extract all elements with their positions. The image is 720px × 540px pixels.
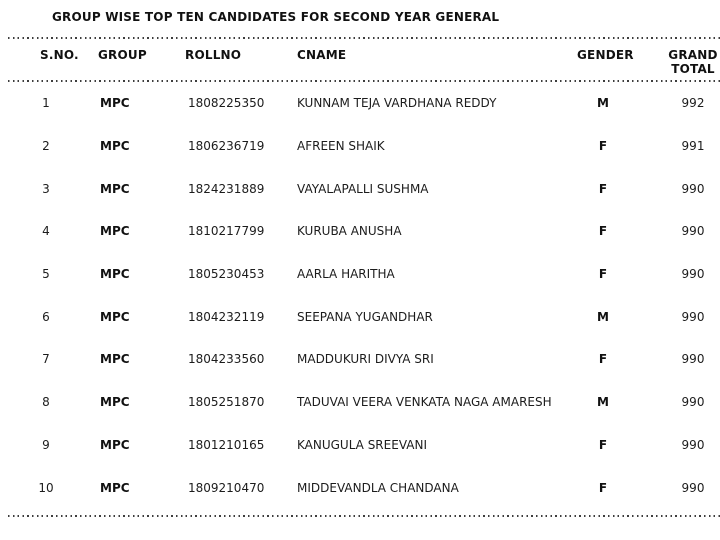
cell-rollno: 1808225350 (188, 96, 265, 111)
cell-cname: MADDUKURI DIVYA SRI (297, 352, 434, 367)
table-row (0, 338, 720, 381)
cell-sno: 9 (42, 437, 50, 452)
cell-cname: KUNNAM TEJA VARDHANA REDDY (297, 96, 497, 111)
cell-grand-total: 992 (681, 96, 705, 111)
cell-sno: 7 (42, 352, 50, 367)
table-row (0, 466, 720, 509)
cell-cname: AFREEN SHAIK (297, 139, 385, 154)
table-body (0, 82, 720, 509)
cell-gender: F (598, 480, 608, 495)
cell-group: MPC (100, 395, 130, 410)
cell-grand-total: 990 (681, 352, 705, 367)
column-header-gender: GENDER (577, 48, 634, 62)
cell-gender: F (598, 224, 608, 239)
dotted-divider-bottom (8, 515, 720, 517)
column-header-cname: CNAME (297, 48, 347, 62)
cell-grand-total: 990 (681, 437, 705, 452)
cell-rollno: 1806236719 (188, 139, 265, 154)
cell-group: MPC (100, 267, 130, 282)
cell-group: MPC (100, 437, 130, 452)
cell-gender: F (598, 139, 608, 154)
cell-rollno: 1809210470 (188, 480, 265, 495)
table-row (0, 295, 720, 338)
cell-rollno: 1801210165 (188, 437, 265, 452)
dotted-divider-top (8, 37, 720, 39)
cell-gender: F (598, 181, 608, 196)
cell-cname: TADUVAI VEERA VENKATA NAGA AMARESH (297, 395, 552, 410)
cell-group: MPC (100, 96, 130, 111)
cell-grand-total: 990 (681, 267, 705, 282)
cell-rollno: 1805230453 (188, 267, 265, 282)
cell-group: MPC (100, 181, 130, 196)
cell-grand-total: 991 (681, 139, 705, 154)
cell-cname: KURUBA ANUSHA (297, 224, 402, 239)
cell-sno: 5 (42, 267, 50, 282)
page-title: GROUP WISE TOP TEN CANDIDATES FOR SECOND YEAR GENERAL (52, 10, 500, 24)
table-row (0, 125, 720, 168)
cell-gender: F (598, 267, 608, 282)
cell-grand-total: 990 (681, 224, 705, 239)
cell-group: MPC (100, 480, 130, 495)
cell-grand-total: 990 (681, 480, 705, 495)
cell-sno: 1 (42, 96, 50, 111)
table-row (0, 167, 720, 210)
cell-rollno: 1805251870 (188, 395, 265, 410)
cell-sno: 8 (42, 395, 50, 410)
cell-cname: KANUGULA SREEVANI (297, 437, 427, 452)
cell-grand-total: 990 (681, 395, 705, 410)
cell-rollno: 1810217799 (188, 224, 265, 239)
cell-sno: 3 (42, 181, 50, 196)
cell-cname: SEEPANA YUGANDHAR (297, 309, 433, 324)
cell-grand-total: 990 (681, 181, 705, 196)
cell-sno: 10 (38, 480, 54, 495)
table-row (0, 82, 720, 125)
grand-total-header-line2: TOTAL (671, 62, 715, 76)
cell-group: MPC (100, 224, 130, 239)
cell-gender: M (597, 96, 609, 111)
cell-gender: M (597, 395, 609, 410)
column-header-sno: S.NO. (40, 48, 79, 62)
table-row (0, 381, 720, 424)
column-header-grand-total (665, 48, 720, 76)
cell-sno: 4 (42, 224, 50, 239)
grand-total-header-line1: GRAND (668, 48, 718, 62)
column-header-group: GROUP (98, 48, 147, 62)
column-header-rollno: ROLLNO (185, 48, 242, 62)
cell-gender: F (598, 352, 608, 367)
cell-gender: M (597, 309, 609, 324)
cell-group: MPC (100, 352, 130, 367)
cell-rollno: 1804233560 (188, 352, 265, 367)
cell-sno: 6 (42, 309, 50, 324)
cell-group: MPC (100, 309, 130, 324)
table-row (0, 210, 720, 253)
cell-gender: F (598, 437, 608, 452)
cell-cname: MIDDEVANDLA CHANDANA (297, 480, 459, 495)
cell-cname: AARLA HARITHA (297, 267, 395, 282)
table-row (0, 424, 720, 467)
cell-rollno: 1824231889 (188, 181, 265, 196)
cell-rollno: 1804232119 (188, 309, 265, 324)
cell-grand-total: 990 (681, 309, 705, 324)
table-row (0, 253, 720, 296)
cell-cname: VAYALAPALLI SUSHMA (297, 181, 429, 196)
cell-group: MPC (100, 139, 130, 154)
cell-sno: 2 (42, 139, 50, 154)
